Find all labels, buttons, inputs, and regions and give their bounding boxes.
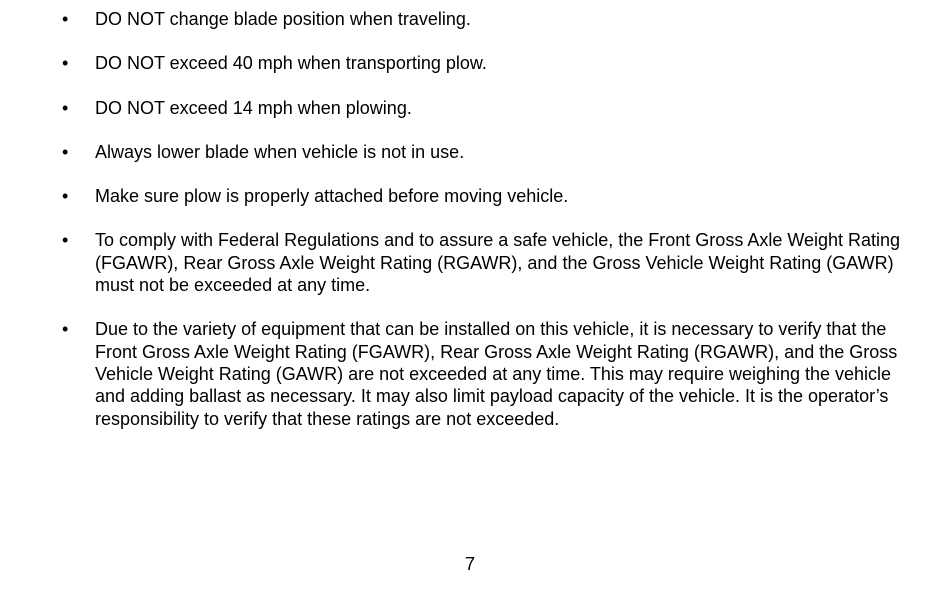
- bullet-icon: •: [62, 230, 69, 251]
- bullet-text: To comply with Federal Regulations and to assure a safe vehicle, the Front Gross Axle Weight Rating (FGAWR), Rear Gross Axle Weight Rating (RGAWR), and the Gross Vehicle Weight Rating (GAWR) must not be exceeded at any time.: [95, 230, 901, 296]
- safety-bullet-list: [0, 8, 950, 452]
- bullet-icon: •: [62, 141, 69, 162]
- bullet-icon: •: [62, 53, 69, 74]
- bullet-text: Make sure plow is properly attached before moving vehicle.: [95, 186, 569, 207]
- bullet-item-transport-speed: [0, 52, 950, 74]
- bullet-text: DO NOT exceed 40 mph when transporting plow.: [95, 53, 487, 74]
- bullet-icon: •: [62, 186, 69, 207]
- bullet-text: DO NOT exceed 14 mph when plowing.: [95, 97, 412, 118]
- bullet-icon: •: [62, 319, 69, 340]
- bullet-text: DO NOT change blade position when traveling.: [95, 9, 471, 29]
- bullet-icon: •: [62, 97, 69, 118]
- bullet-text: Due to the variety of equipment that can be installed on this vehicle, it is necessary to verify that the Front Gross Axle Weight Rating (FGAWR), Rear Gross Axle Weight Rating (RGAWR), and the Gross Vehicle Weight Rating (GAWR) are not exceeded at any time. This may require weighing the vehicle and adding ballast as necessary. It may also limit payload capacity of the vehicle. It is the operator’s responsibility to verify that these ratings are not exceeded.: [95, 319, 898, 429]
- bullet-item-plow-attached: [0, 185, 950, 207]
- bullet-item-weight-verification: [0, 318, 950, 429]
- bullet-item-blade-position: [0, 8, 950, 30]
- bullet-icon: •: [62, 9, 69, 29]
- page-number: 7: [464, 554, 475, 574]
- bullet-item-plowing-speed: [0, 97, 950, 119]
- bullet-item-lower-blade: [0, 141, 950, 163]
- bullet-item-federal-regulations: [0, 229, 950, 296]
- bullet-text: Always lower blade when vehicle is not in use.: [95, 141, 465, 162]
